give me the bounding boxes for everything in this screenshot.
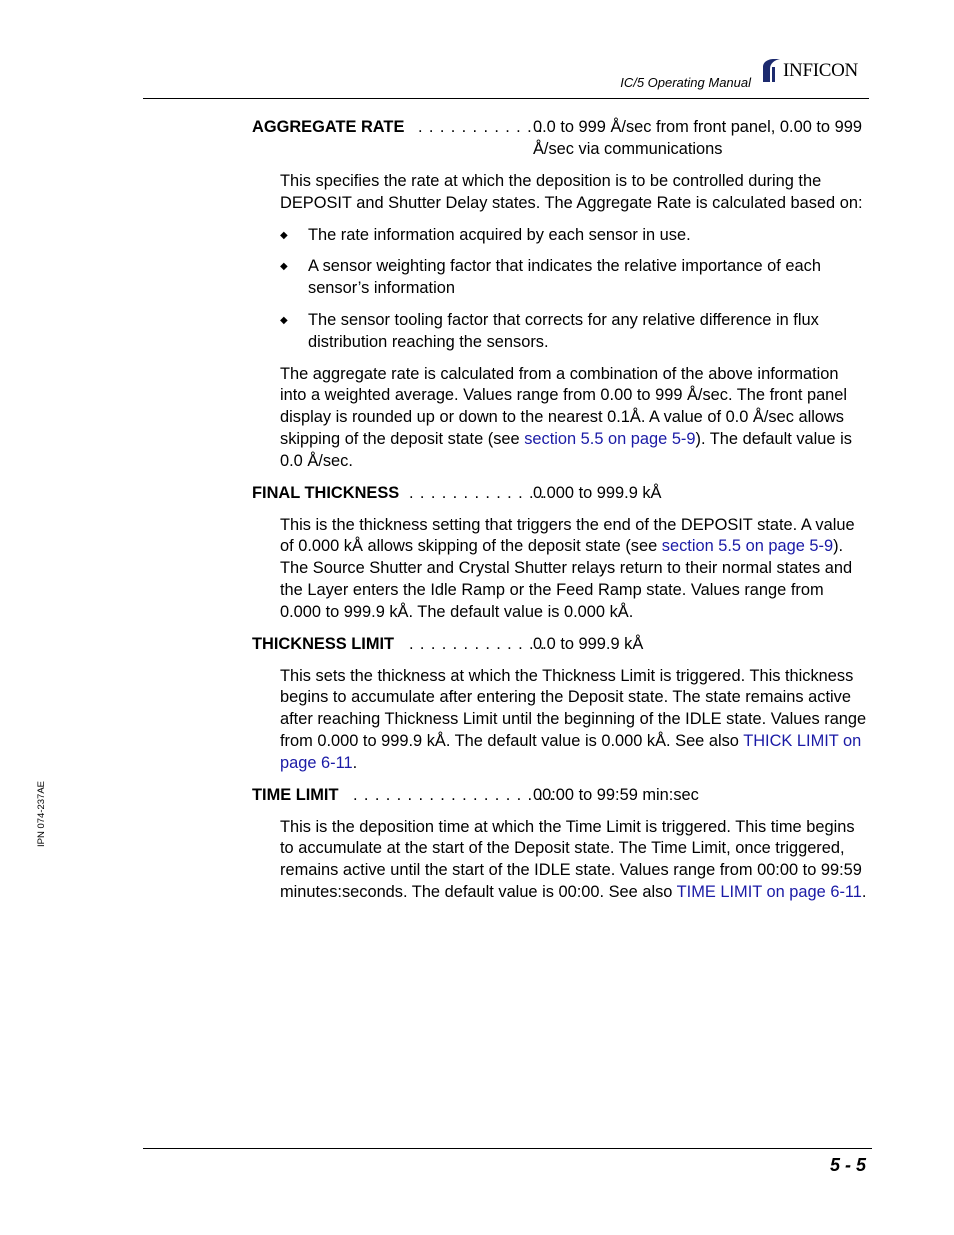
section-link[interactable]: section 5.5 on page 5-9	[524, 429, 696, 448]
list-item-text: The rate information acquired by each sensor in use.	[308, 225, 691, 244]
param-thickness-limit	[252, 634, 870, 656]
logo-swoosh-icon	[760, 58, 782, 84]
section-link[interactable]: section 5.5 on page 5-9	[661, 537, 834, 556]
side-document-code: IPN 074-237AE	[36, 780, 47, 847]
paragraph	[280, 515, 868, 624]
param-range: 0.000 to 999.9 kÅ	[533, 483, 662, 502]
page-content	[252, 117, 870, 914]
text-run: ). The default value is 0.0 Å/sec.	[280, 429, 852, 470]
header-rule	[143, 98, 869, 99]
param-name: TIME LIMIT	[252, 785, 339, 804]
paragraph	[280, 817, 868, 904]
param-final-thickness	[252, 483, 870, 505]
leader-dots: . . . . . . . . . . . . .	[409, 634, 546, 653]
list-item-text: A sensor weighting factor that indicates the relative importance of each sensor’s information	[308, 257, 821, 298]
paragraph	[280, 666, 868, 775]
list-item	[280, 256, 868, 300]
param-range: 0.0 to 999.9 kÅ	[533, 634, 644, 653]
paragraph	[280, 364, 868, 473]
manual-title: IC/5 Operating Manual	[620, 75, 751, 90]
list-item-text: The sensor tooling factor that corrects for any relative difference in flux distribution reaching the sensors.	[308, 310, 819, 351]
text-run: This sets the thickness at which the Thickness Limit is triggered. This thickness begins to accumulate after entering the Deposit state. The state remains active after reaching Thickness Limit until the beginning of the IDLE state. Values range from 0.000 to 999.9 kÅ. The default value is 0.000 kÅ. See also	[280, 666, 867, 750]
diamond-bullet-icon: ◆	[280, 261, 288, 273]
list-item	[280, 225, 868, 247]
param-name: FINAL THICKNESS	[252, 483, 400, 502]
param-aggregate-rate	[252, 117, 870, 161]
time-limit-link[interactable]: TIME LIMIT on page 6-11	[676, 882, 862, 901]
diamond-bullet-icon: ◆	[280, 314, 288, 326]
list-item	[280, 310, 868, 354]
text-run: The aggregate rate is calculated from a combination of the above information into a weighted average. Values range from 0.00 to 999 Å/sec. The front panel display is rounded up or down to the nearest 0.1Å. A value of 0.0 Å/sec allows skipping of the deposit state (see	[280, 364, 848, 448]
text-run: .	[861, 882, 867, 901]
leader-dots: . . . . . . . . . . . . .	[409, 483, 546, 502]
paragraph: This specifies the rate at which the deposition is to be controlled during the DEPOSIT and Shutter Delay states. The Aggregate Rate is calculated based on:	[280, 172, 863, 212]
param-name: AGGREGATE RATE	[252, 118, 405, 136]
logo-wordmark: INFICON	[783, 60, 858, 81]
param-time-limit	[252, 785, 870, 807]
footer-rule	[143, 1148, 872, 1149]
text-run: .	[352, 753, 358, 772]
leader-dots: . . . . . . . . . . . . . . . . . . .	[353, 785, 555, 804]
page-number: 5 - 5	[829, 1155, 866, 1175]
param-range: 0.0 to 999 Å/sec from front panel, 0.00 to 999 Å/sec via communications	[533, 118, 862, 158]
thick-limit-link[interactable]: THICK LIMIT on page 6-11	[280, 731, 862, 772]
param-range: 00:00 to 99:59 min:sec	[533, 785, 699, 804]
inficon-logo	[760, 58, 872, 84]
text-run: This is the thickness setting that triggers the end of the DEPOSIT state. A value of 0.000 kÅ allows skipping of the deposit state (see	[280, 515, 855, 556]
bullet-list	[280, 225, 868, 354]
leader-dots: . . . . . . . . . . . .	[418, 118, 544, 136]
diamond-bullet-icon: ◆	[280, 229, 288, 241]
param-name: THICKNESS LIMIT	[252, 634, 395, 653]
text-run: ). The Source Shutter and Crystal Shutter relays return to their normal states and the Layer enters the Idle Ramp or the Feed Ramp state. Values range from 0.000 to 999.9 kÅ. The default value is 0.000 kÅ.	[280, 537, 853, 621]
text-run: This is the deposition time at which the Time Limit is triggered. This time begins to accumulate at the start of the Deposit state. The Time Limit, once triggered, remains active until the start of the IDLE state. Values range from 00:00 to 99:59 minutes:seconds. The default value is 00:00. See also	[280, 817, 862, 901]
